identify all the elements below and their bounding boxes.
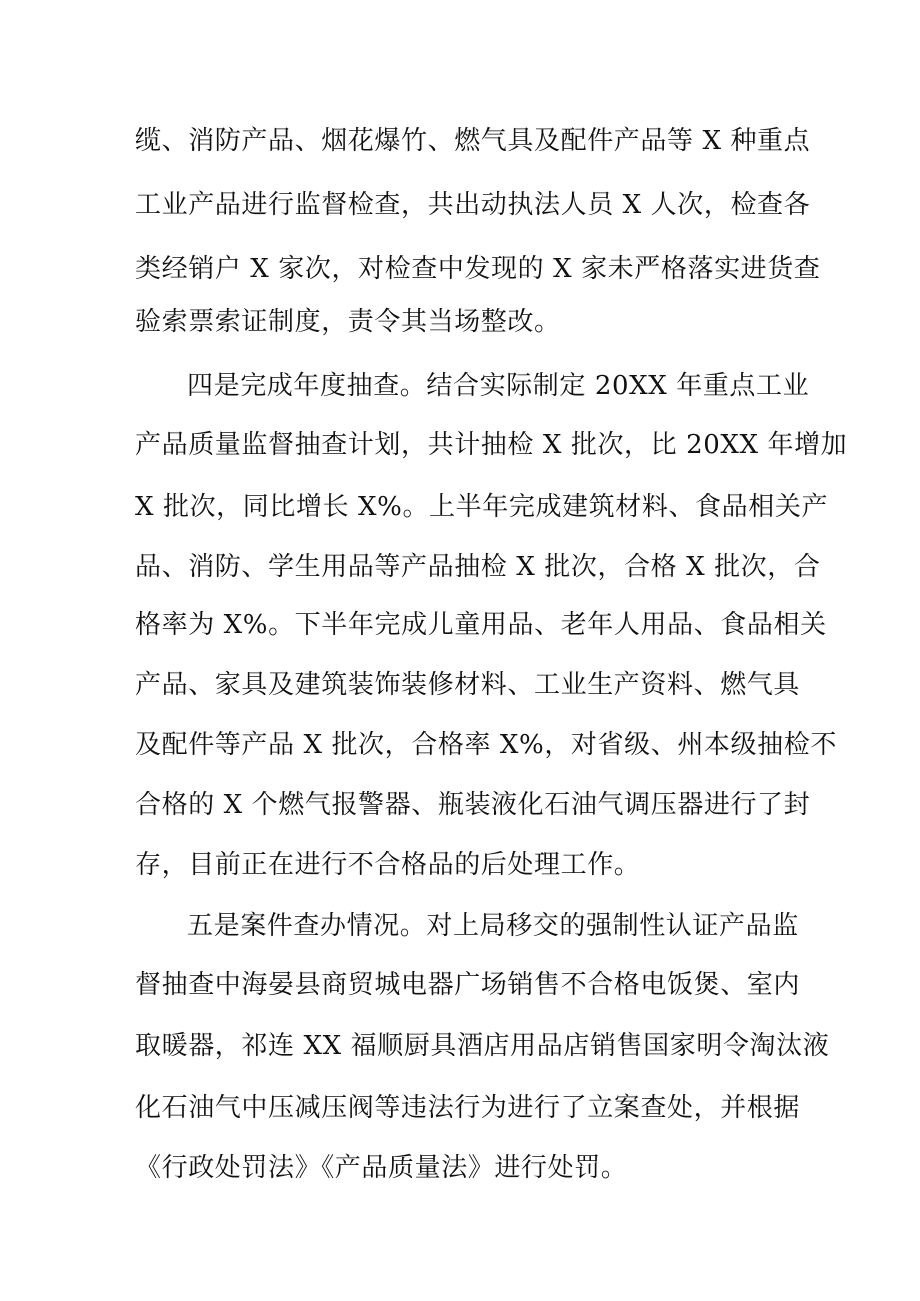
paragraph-3-line-4: 化石油气中压减压阀等违法行为进行了立案查处，并根据 bbox=[135, 1093, 801, 1123]
paragraph-2-line-2: 产品质量监督抽查计划，共计抽检 X 批次，比 20XX 年增加 bbox=[135, 430, 848, 460]
paragraph-1-line-1: 缆、消防产品、烟花爆竹、燃气具及配件产品等 X 种重点 bbox=[135, 126, 811, 156]
paragraph-2-line-7: 及配件等产品 X 批次，合格率 X%，对省级、州本级抽检不 bbox=[135, 730, 837, 760]
paragraph-2-line-6: 产品、家具及建筑装饰装修材料、工业生产资料、燃气具 bbox=[135, 670, 801, 700]
paragraph-3-line-2: 督抽查中海晏县商贸城电器广场销售不合格电饭煲、室内 bbox=[135, 970, 801, 1000]
paragraph-2-line-3: X 批次，同比增长 X%。上半年完成建筑材料、食品相关产 bbox=[135, 492, 829, 522]
paragraph-1-line-4: 验索票索证制度，责令其当场整改。 bbox=[135, 307, 561, 337]
paragraph-2-line-9: 存，目前正在进行不合格品的后处理工作。 bbox=[135, 850, 641, 880]
paragraph-2-line-4: 品、消防、学生用品等产品抽检 X 批次，合格 X 批次，合 bbox=[135, 552, 821, 582]
paragraph-3-line-1: 五是案件查办情况。对上局移交的强制性认证产品监 bbox=[187, 911, 799, 941]
paragraph-1-line-3: 类经销户 X 家次，对检查中发现的 X 家未严格落实进货查 bbox=[135, 254, 821, 284]
paragraph-3-line-3: 取暖器，祁连 XX 福顺厨具酒店用品店销售国家明令淘汰液 bbox=[135, 1031, 830, 1061]
paragraph-2-line-5: 格率为 X%。下半年完成儿童用品、老年人用品、食品相关 bbox=[135, 610, 827, 640]
paragraph-2-line-8: 合格的 X 个燃气报警器、瓶装液化石油气调压器进行了封 bbox=[135, 790, 811, 820]
paragraph-2-line-1: 四是完成年度抽查。结合实际制定 20XX 年重点工业 bbox=[187, 371, 810, 401]
paragraph-3-line-5: 《行政处罚法》《产品质量法》进行处罚。 bbox=[135, 1153, 628, 1183]
paragraph-1-line-2: 工业产品进行监督检查，共出动执法人员 X 人次，检查各 bbox=[135, 190, 811, 220]
